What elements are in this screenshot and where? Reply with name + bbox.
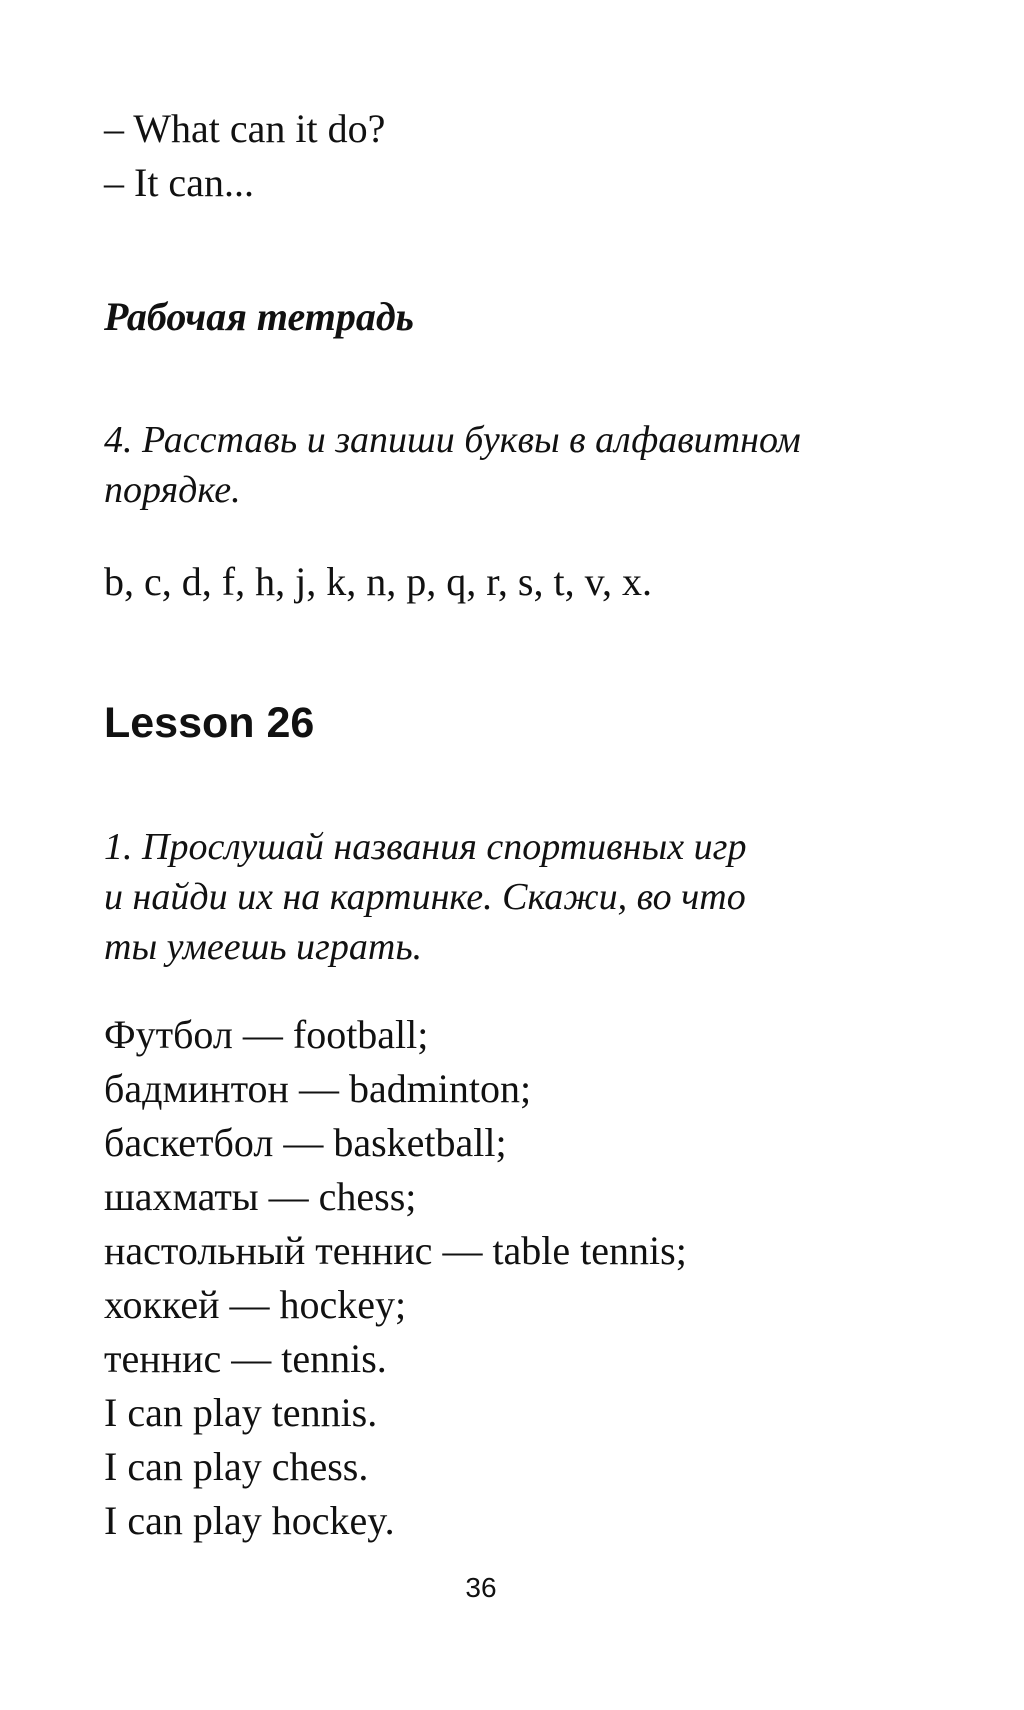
vocabulary-item: бадминтон — badminton; (104, 1066, 532, 1111)
task-4-instruction (104, 415, 944, 515)
vocabulary-list (104, 1008, 944, 1548)
dialogue (104, 102, 944, 210)
task-4-line: 4. Расставь и запиши буквы в алфавитном (104, 419, 801, 461)
lesson-title: Lesson 26 (104, 699, 315, 747)
task-1-line: и найди их на картинке. Скажи, во что (104, 876, 746, 918)
dialogue-line: – It can... (104, 160, 254, 205)
workbook-heading: Рабочая тетрадь (104, 294, 414, 339)
letters-answer: b, c, d, f, h, j, k, n, p, q, r, s, t, v, x. (104, 559, 652, 604)
example-sentence: I can play chess. (104, 1444, 369, 1489)
dialogue-line: – What can it do? (104, 106, 386, 151)
vocabulary-item: хоккей — hockey; (104, 1282, 407, 1327)
task-4-line: порядке. (104, 469, 241, 511)
page-number: 36 (465, 1572, 497, 1603)
task-1-instruction (104, 822, 944, 972)
task-1-line: ты умеешь играть. (104, 926, 423, 968)
vocabulary-item: шахматы — chess; (104, 1174, 417, 1219)
example-sentence: I can play hockey. (104, 1498, 395, 1543)
vocabulary-item: баскетбол — basketball; (104, 1120, 507, 1165)
vocabulary-item: настольный теннис — table tennis; (104, 1228, 687, 1273)
example-sentence: I can play tennis. (104, 1390, 378, 1435)
vocabulary-item: Футбол — football; (104, 1012, 429, 1057)
task-1-line: 1. Прослушай названия спортивных игр (104, 826, 747, 868)
vocabulary-item: теннис — tennis. (104, 1336, 387, 1381)
